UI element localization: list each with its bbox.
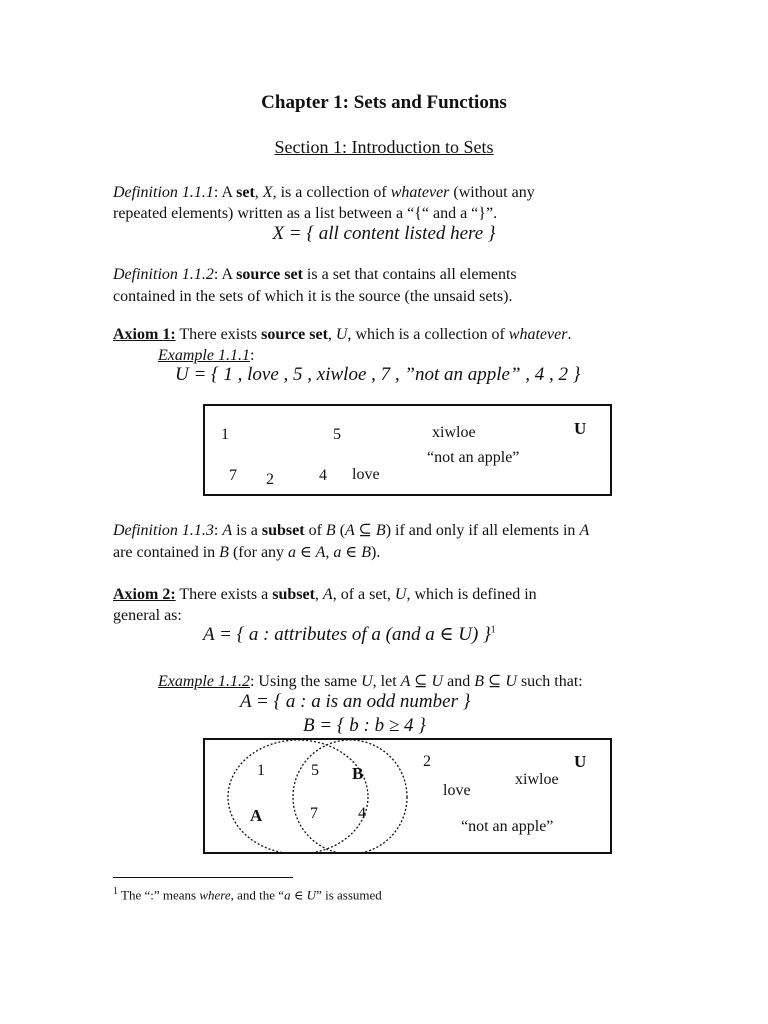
- text-fragment: , which is a collection of: [347, 326, 509, 343]
- text-fragment: ,: [327, 326, 336, 343]
- element-love: love: [443, 782, 471, 799]
- axiom-1-line: [113, 324, 571, 345]
- subset-relation: A ⊆ U: [400, 673, 444, 690]
- term-source-set: source set: [261, 326, 328, 343]
- text-fragment: : A: [213, 266, 237, 283]
- var-x: X: [262, 184, 273, 201]
- text-fragment: , and the “: [230, 887, 285, 903]
- term-source-set: source set: [236, 266, 303, 283]
- term-subset: subset: [272, 586, 315, 603]
- set-a-label: A: [250, 806, 263, 825]
- set-b-circle: [293, 740, 407, 854]
- text-fragment: , is a collection of: [272, 184, 391, 201]
- element-xiwloe: xiwloe: [515, 771, 559, 788]
- example-label: Example 1.1.1: [158, 347, 250, 364]
- definition-label: Definition 1.1.2: [113, 266, 214, 283]
- example-1-1-2-line: [158, 671, 583, 692]
- axiom-2-line2: general as:: [113, 607, 182, 624]
- element-7: 7: [229, 467, 237, 484]
- var-u: U: [361, 673, 373, 690]
- equation-x-set: X = { all content listed here }: [272, 223, 496, 244]
- equation-u-set: U = { 1 , love , 5 , xiwloe , 7 , ”not an apple” , 4 , 2 }: [175, 364, 581, 385]
- text-fragment: are contained in: [113, 544, 220, 561]
- equation-text: A = { a : attributes of a (and a ∈ U) }: [203, 624, 491, 645]
- text-fragment: ” is assumed: [316, 887, 382, 903]
- equation-a-general: [203, 623, 496, 646]
- text-fragment: ,: [254, 184, 263, 201]
- text-fragment: , let: [372, 673, 401, 690]
- definition-1-1-2-line1: [113, 264, 517, 285]
- term-set: set: [236, 184, 255, 201]
- element-not-an-apple: “not an apple”: [461, 818, 554, 835]
- element-4: 4: [319, 467, 327, 484]
- example-1-1-1-label: [158, 345, 254, 366]
- text-fragment: such that:: [516, 673, 583, 690]
- text-fragment: is a set that contains all elements: [302, 266, 517, 283]
- set-b-label: B: [352, 764, 364, 783]
- text-fragment: and: [443, 673, 475, 690]
- set-u-box: [203, 404, 612, 496]
- membership-relation: a ∈ U: [284, 887, 317, 903]
- universe-label: U: [574, 752, 587, 771]
- text-fragment: : A: [213, 184, 237, 201]
- membership-relation: a ∈ A, a ∈ B: [288, 544, 371, 561]
- text-fragment: , which is defined in: [406, 586, 537, 603]
- footnote-mark: 1: [490, 624, 496, 636]
- definition-1-1-3-line1: [113, 520, 589, 541]
- definition-label: Definition 1.1.1: [113, 184, 214, 201]
- var-a: A: [579, 522, 590, 539]
- text-fragment: :: [249, 347, 255, 364]
- definition-1-1-1-line1: [113, 182, 535, 203]
- term-subset: subset: [261, 522, 305, 539]
- subset-relation: B ⊆ U: [474, 673, 517, 690]
- var-b: B: [325, 522, 336, 539]
- term-whatever: whatever: [508, 326, 568, 343]
- venn-diagram: [203, 738, 612, 854]
- text-fragment: (: [335, 522, 346, 539]
- text-fragment: .: [567, 326, 572, 343]
- text-fragment: There exists a: [175, 586, 273, 603]
- axiom-label: Axiom 2:: [113, 586, 176, 603]
- axiom-2-line1: [113, 584, 537, 605]
- universe-label: U: [574, 419, 587, 438]
- text-fragment: : Using the same: [249, 673, 362, 690]
- element-5: 5: [333, 426, 341, 443]
- footnote-mark: 1: [113, 886, 118, 897]
- element-4: 4: [358, 805, 366, 822]
- text-fragment: , of a set,: [332, 586, 395, 603]
- var-a: A: [322, 586, 333, 603]
- term-whatever: whatever: [390, 184, 450, 201]
- set-a-circle: [228, 740, 368, 854]
- var-u: U: [335, 326, 348, 343]
- var-a: A: [222, 522, 233, 539]
- element-love: love: [352, 466, 380, 483]
- var-u: U: [394, 586, 407, 603]
- element-2: 2: [266, 471, 274, 488]
- element-1: 1: [221, 426, 229, 443]
- text-fragment: ,: [314, 586, 323, 603]
- text-fragment: of: [304, 522, 326, 539]
- element-7: 7: [310, 805, 318, 822]
- text-fragment: :: [213, 522, 223, 539]
- element-not-an-apple: “not an apple”: [427, 449, 520, 466]
- section-heading: Section 1: Introduction to Sets: [274, 137, 494, 157]
- text-fragment: (without any: [449, 184, 535, 201]
- definition-1-1-1-line2: repeated elements) written as a list between a “{“ and a “}”.: [113, 205, 498, 222]
- element-xiwloe: xiwloe: [432, 424, 476, 441]
- subset-relation: A ⊆ B: [345, 522, 386, 539]
- footnote: [113, 886, 382, 903]
- axiom-label: Axiom 1:: [113, 326, 176, 343]
- text-fragment: ) if and only if all elements in: [385, 522, 580, 539]
- definition-1-1-3-line2: [113, 542, 380, 563]
- text-fragment: (for any: [228, 544, 289, 561]
- term-where: where: [199, 887, 231, 903]
- element-1: 1: [257, 762, 265, 779]
- footnote-rule: [113, 877, 293, 878]
- equation-a-odd: A = { a : a is an odd number }: [240, 691, 471, 712]
- page-title: Chapter 1: Sets and Functions: [261, 92, 507, 113]
- element-2: 2: [423, 753, 431, 770]
- text-fragment: is a: [232, 522, 262, 539]
- text-fragment: ).: [371, 544, 381, 561]
- element-5: 5: [311, 762, 319, 779]
- text-fragment: The “:” means: [118, 887, 200, 903]
- var-b: B: [219, 544, 229, 561]
- text-fragment: There exists: [175, 326, 262, 343]
- definition-1-1-2-line2: contained in the sets of which it is the source (the unsaid sets).: [113, 288, 513, 305]
- definition-label: Definition 1.1.3: [113, 522, 214, 539]
- example-label: Example 1.1.2: [158, 673, 250, 690]
- equation-b-geq-4: B = { b : b ≥ 4 }: [303, 715, 426, 736]
